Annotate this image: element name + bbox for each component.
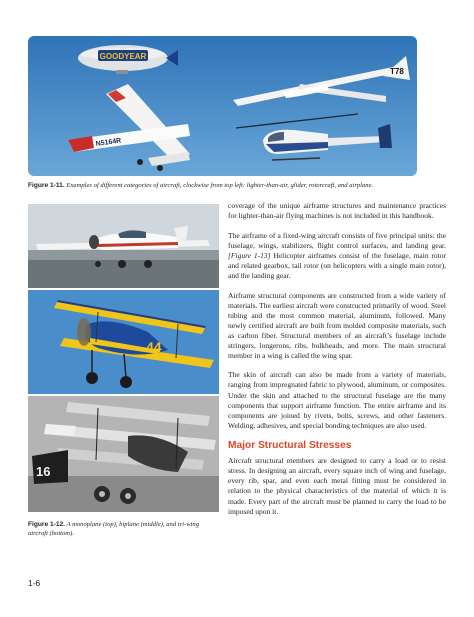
triplane-number: 16 (36, 464, 51, 479)
figure-1-12-caption (28, 521, 220, 538)
page-number: 1-6 (28, 578, 41, 588)
figure-1-11-caption (28, 182, 448, 191)
figure-1-12-caption-text: A monoplane (top), biplane (middle), and tri-wing aircraft (bottom). (28, 521, 200, 537)
blimp-lettering: GOODYEAR (99, 52, 147, 61)
body-paragraph: Airframe structural components are constructed from a wide variety of materials. The earliest aircraft were constructed primarily of wood. Steel tubing and the most common material, aluminum, followed. Many newly certified aircraft are built from molded composite materials, such as carbon fiber. Structural members of an aircraft’s fuselage include stringers, longerons, ribs, bulkheads, and more. The main structural member in a wing is called the wing spar. (228, 290, 446, 360)
body-text-column (228, 201, 446, 526)
body-paragraph: The skin of aircraft can also be made from a variety of materials, ranging from impregnated fabric to plywood, aluminum, or composites. Under the skin and attached to the structural fuselage are the many components that support airframe function. The entire airframe and its components are joined by rivets, bolts, screws, and other fasteners. Welding, adhesives, and special bonding techniques are also used. (228, 370, 446, 430)
figure-1-11-photo (28, 36, 417, 176)
body-paragraph: Aircraft structural members are designed to carry a load or to resist stress. In designing an aircraft, every square inch of wing and fuselage, every rib, spar, and even each metal fitting must be considered in relation to the physical characteristics of the material of which it is made. Every part of the aircraft must be planned to carry the load to be imposed upon it. (228, 456, 446, 516)
biplane-photo (28, 290, 219, 394)
section-heading: Major Structural Stresses (228, 440, 352, 452)
body-paragraph (228, 231, 446, 281)
body-text: The airframe of a fixed-wing aircraft consists of five principal units: the fuselage, wings, stabilizers, flight control surfaces, and landing gear. (228, 230, 446, 250)
triplane-photo (28, 396, 219, 512)
body-paragraph: coverage of the unique airframe structures and maintenance practices for lighter-than-air flying machines is not included in this handbook. (228, 201, 446, 221)
monoplane-photo (28, 204, 219, 288)
figure-1-12-label: Figure 1-12. (28, 521, 66, 528)
figure-reference-link[interactable]: [Figure 1-13] (228, 250, 271, 260)
figure-1-11-label: Figure 1-11. (28, 182, 65, 189)
airplane-registration: N5164R (95, 137, 122, 148)
figure-1-11-caption-text: Examples of different categories of aircraft, clockwise from top left: lighter-than-air, glider, rotorcraft, and airplane. (66, 182, 374, 189)
body-text: Helicopter airframes consist of the fuselage, main rotor and related gearbox, tail rotor (on helicopters with a single main rotor), and the landing gear. (228, 250, 447, 280)
glider-tail-mark: T78 (390, 67, 404, 76)
biplane-number: 44 (146, 339, 162, 355)
